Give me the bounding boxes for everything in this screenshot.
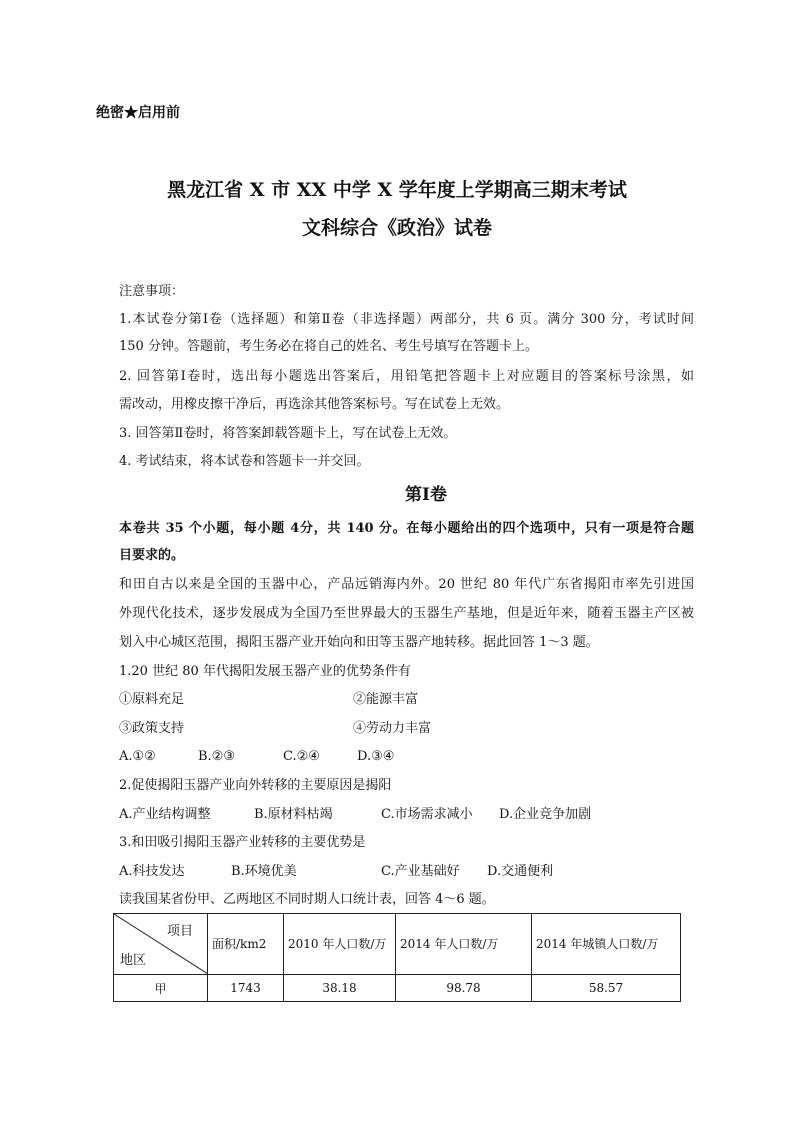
section-title: 第Ⅰ卷: [405, 485, 447, 505]
question-1-option-4: ④劳动力丰富: [353, 721, 432, 736]
question-3-choice-c: C.产业基础好: [381, 864, 460, 879]
cell-region: 甲: [114, 975, 208, 1002]
exam-subtitle: 文科综合《政治》试卷: [301, 217, 492, 239]
corner-header-cell: [114, 914, 208, 975]
corner-header-region: 地区: [120, 953, 147, 968]
header-pop-2014: 2014 年人口数/万: [396, 914, 532, 975]
question-3-choice-b: B.环境优美: [231, 864, 297, 879]
table-row: [114, 975, 681, 1002]
exam-title: 黑龙江省 X 市 XX 中学 X 学年度上学期高三期末考试: [167, 179, 627, 201]
cell-area: 1743: [208, 975, 284, 1002]
question-1-stem: 1.20 世纪 80 年代揭阳发展玉器产业的优势条件有: [119, 664, 411, 679]
classification-label: 绝密★启用前: [96, 105, 180, 121]
question-1-choice-c: C.②④: [283, 749, 320, 764]
question-3-choice-d: D.交通便利: [487, 864, 554, 879]
notice-item-2: 2. 回答第Ⅰ卷时，选出每小题选出答案后，用铅笔把答题卡上对应题目的答案标号涂黑，如: [119, 369, 694, 384]
header-pop-2010: 2010 年人口数/万: [284, 914, 396, 975]
cell-pop-2014: 98.78: [396, 975, 532, 1002]
passage-line-3: 划入中心城区范围，揭阳玉器产业开始向和田等玉器产地转移。据此回答 1～3 题。: [119, 635, 599, 650]
table-intro: 读我国某省份甲、乙两地区不同时期人口统计表，回答 4～6 题。: [119, 892, 495, 907]
cell-urban-pop-2014: 58.57: [532, 975, 681, 1002]
question-1-option-2: ②能源丰富: [353, 692, 419, 707]
question-2-stem: 2.促使揭阳玉器产业向外转移的主要原因是揭阳: [119, 778, 392, 793]
question-1-option-1: ①原料充足: [119, 692, 185, 707]
passage-line-1: 和田自古以来是全国的玉器中心，产品远销海内外。20 世纪 80 年代广东省揭阳市率先引进国: [119, 577, 694, 592]
notice-item-4: 4. 考试结束，将本试卷和答题卡一并交回。: [119, 454, 370, 469]
header-area: 面积/km2: [208, 914, 284, 975]
section-intro: 本卷共 35 个小题，每小题 4分，共 140 分。在每小题给出的四个选项中，只有一项是符合题: [119, 521, 694, 536]
question-2-choice-d: D.企业竞争加剧: [499, 807, 592, 822]
question-1-option-3: ③政策支持: [119, 721, 185, 736]
header-urban-pop-2014: 2014 年城镇人口数/万: [532, 914, 681, 975]
notice-item-2-cont: 需改动，用橡皮擦干净后，再选涂其他答案标号。写在试卷上无效。: [119, 397, 510, 412]
question-2-choice-b: B.原材料枯竭: [254, 807, 333, 822]
section-intro-cont: 目要求的。: [119, 548, 185, 563]
question-3-choice-a: A.科技发达: [119, 864, 185, 879]
population-table: [113, 913, 681, 1002]
notice-heading: 注意事项：: [119, 284, 185, 299]
notice-item-1-cont: 150 分钟。答题前，考生务必在将自己的姓名、考生号填写在答题卡上。: [119, 339, 538, 354]
question-2-choice-c: C.市场需求减小: [381, 807, 473, 822]
question-1-choice-b: B.②③: [198, 749, 235, 764]
notice-item-1: 1.本试卷分第Ⅰ卷（选择题）和第Ⅱ卷（非选择题）两部分，共 6 页。满分 300 分，考试时间: [119, 312, 694, 327]
question-1-choice-d: D.③④: [357, 749, 395, 764]
notice-item-3: 3. 回答第Ⅱ卷时，将答案卸载答题卡上，写在试卷上无效。: [119, 426, 457, 441]
corner-header-item: 项目: [166, 924, 193, 939]
question-2-choice-a: A.产业结构调整: [119, 807, 211, 822]
cell-pop-2010: 38.18: [284, 975, 396, 1002]
passage-line-2: 外现代化技术，逐步发展成为全国乃至世界最大的玉器生产基地，但是近年来，随着玉器主产区被: [119, 606, 694, 621]
table-header-row: [114, 914, 681, 975]
question-3-stem: 3.和田吸引揭阳玉器产业转移的主要优势是: [119, 835, 366, 850]
question-1-choice-a: A.①②: [119, 749, 156, 764]
